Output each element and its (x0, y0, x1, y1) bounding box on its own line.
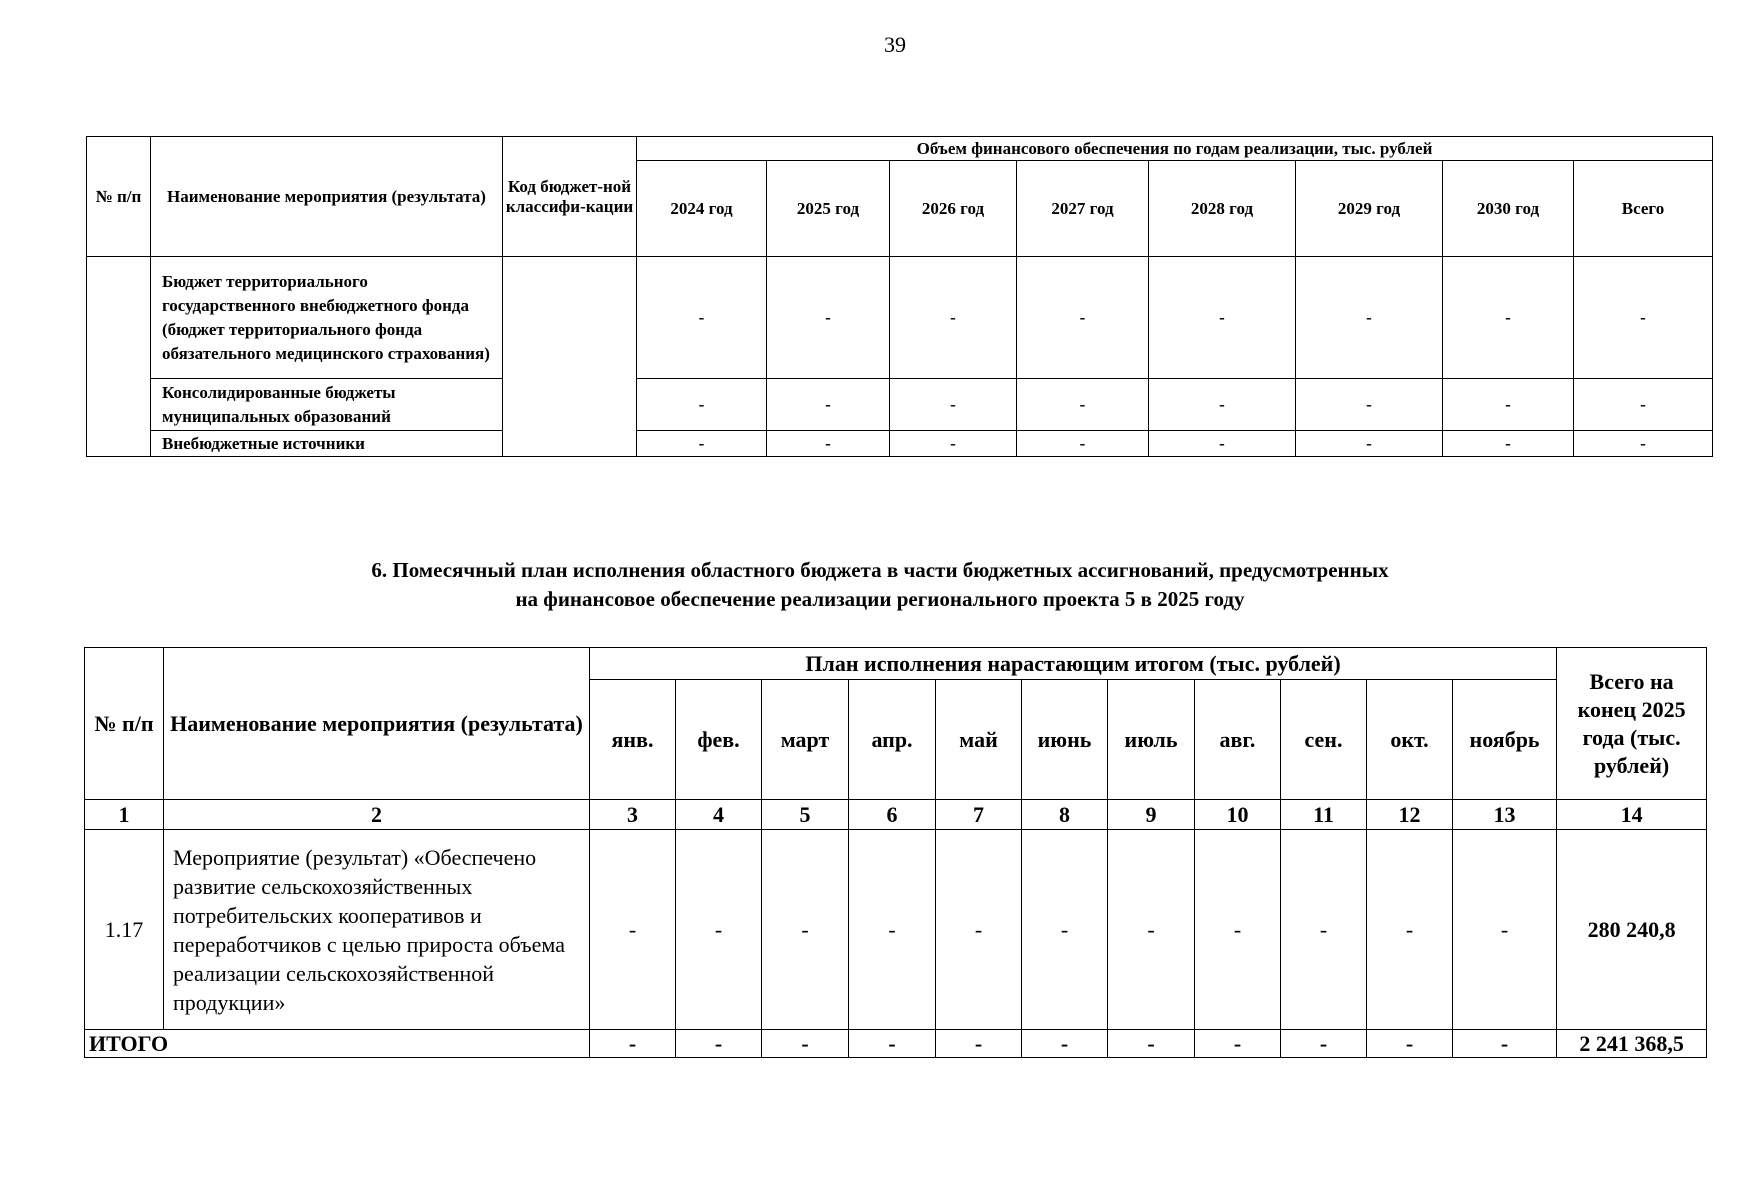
header-year-2030: 2030 год (1443, 161, 1574, 257)
cell-value: - (1453, 1030, 1557, 1058)
cell-value: - (890, 257, 1017, 379)
cell-value: - (1574, 257, 1713, 379)
row-name: Консолидированные бюджеты муниципальных образований (151, 379, 503, 431)
monthly-plan-table (84, 647, 1707, 1058)
col-number: 2 (164, 800, 590, 830)
cell-value: - (1195, 1030, 1281, 1058)
itogo-row (85, 1030, 1707, 1058)
cell-value: - (762, 1030, 849, 1058)
cell-value: - (1017, 431, 1149, 457)
cell-value: - (1108, 1030, 1195, 1058)
header-volume: Объем финансового обеспечения по годам реализации, тыс. рублей (637, 137, 1713, 161)
header-year-2024: 2024 год (637, 161, 767, 257)
section-title-line2: на финансовое обеспечение реализации регионального проекта 5 в 2025 году (515, 587, 1245, 611)
header-year-2026: 2026 год (890, 161, 1017, 257)
cell-value: - (762, 830, 849, 1030)
cell-value: - (590, 1030, 676, 1058)
col-number: 14 (1557, 800, 1707, 830)
cell-value: - (1022, 830, 1108, 1030)
col-number: 10 (1195, 800, 1281, 830)
cell-value: - (1296, 431, 1443, 457)
table-row (87, 257, 1713, 379)
cell-value: - (1443, 431, 1574, 457)
cell-value: - (676, 1030, 762, 1058)
row-name: Мероприятие (результат) «Обеспечено развитие сельскохозяйственных потребительских кооперативов и переработчиков с целью прироста объема реализации сельскохозяйственной продукции» (164, 830, 590, 1030)
col-number: 9 (1108, 800, 1195, 830)
cell-value: - (767, 379, 890, 431)
cell-value: - (637, 431, 767, 457)
header-year-2027: 2027 год (1017, 161, 1149, 257)
financing-volume-table (86, 136, 1713, 457)
table-row (85, 830, 1707, 1030)
header-year-2025: 2025 год (767, 161, 890, 257)
cell-value: - (1443, 379, 1574, 431)
cell-value: - (1296, 379, 1443, 431)
cell-value: - (936, 830, 1022, 1030)
cell-value: - (676, 830, 762, 1030)
cell-value: - (637, 379, 767, 431)
header-month-may: май (936, 680, 1022, 800)
cell-value: - (849, 1030, 936, 1058)
cell-value: - (1149, 431, 1296, 457)
col-number: 13 (1453, 800, 1557, 830)
header-total: Всего на конец 2025 года (тыс. рублей) (1557, 648, 1707, 800)
col-number: 6 (849, 800, 936, 830)
header-num: № п/п (85, 648, 164, 800)
table-row (87, 431, 1713, 457)
cell-value: - (849, 830, 936, 1030)
row-num: 1.17 (85, 830, 164, 1030)
header-num: № п/п (87, 137, 151, 257)
col-number: 5 (762, 800, 849, 830)
cell-value: - (590, 830, 676, 1030)
col-number: 7 (936, 800, 1022, 830)
itogo-total: 2 241 368,5 (1557, 1030, 1707, 1058)
header-total: Всего (1574, 161, 1713, 257)
header-month-jun: июнь (1022, 680, 1108, 800)
header-year-2029: 2029 год (1296, 161, 1443, 257)
section-title-line1: 6. Помесячный план исполнения областного бюджета в части бюджетных ассигнований, предусмотренных (371, 558, 1389, 582)
cell-value: - (1574, 431, 1713, 457)
row-name: Внебюджетные источники (151, 431, 503, 457)
row-name: Бюджет территориального государственного внебюджетного фонда (бюджет территориального фонда обязательного медицинского страхования) (151, 257, 503, 379)
cell-value: - (1367, 1030, 1453, 1058)
cell-value: - (1108, 830, 1195, 1030)
header-month-aug: авг. (1195, 680, 1281, 800)
header-month-jan: янв. (590, 680, 676, 800)
header-month-jul: июль (1108, 680, 1195, 800)
column-numbers-row (85, 800, 1707, 830)
cell-value: - (1017, 257, 1149, 379)
cell-value: - (767, 431, 890, 457)
cell-num-empty (87, 257, 151, 457)
cell-value: - (1281, 1030, 1367, 1058)
header-name: Наименование мероприятия (результата) (151, 137, 503, 257)
row-total: 280 240,8 (1557, 830, 1707, 1030)
table-row (87, 379, 1713, 431)
header-month-nov: ноябрь (1453, 680, 1557, 800)
header-month-apr: апр. (849, 680, 936, 800)
cell-value: - (767, 257, 890, 379)
col-number: 12 (1367, 800, 1453, 830)
cell-value: - (1443, 257, 1574, 379)
col-number: 11 (1281, 800, 1367, 830)
header-year-2028: 2028 год (1149, 161, 1296, 257)
col-number: 4 (676, 800, 762, 830)
header-code: Код бюджет-ной классифи-кации (503, 137, 637, 257)
cell-value: - (1453, 830, 1557, 1030)
header-name: Наименование мероприятия (результата) (164, 648, 590, 800)
cell-value: - (1574, 379, 1713, 431)
cell-value: - (1195, 830, 1281, 1030)
cell-value: - (637, 257, 767, 379)
col-number: 8 (1022, 800, 1108, 830)
header-month-feb: фев. (676, 680, 762, 800)
cell-value: - (1017, 379, 1149, 431)
cell-value: - (936, 1030, 1022, 1058)
cell-value: - (1296, 257, 1443, 379)
col-number: 3 (590, 800, 676, 830)
cell-value: - (890, 379, 1017, 431)
cell-value: - (1149, 379, 1296, 431)
header-month-oct: окт. (1367, 680, 1453, 800)
cell-value: - (1149, 257, 1296, 379)
cell-value: - (1281, 830, 1367, 1030)
header-month-sep: сен. (1281, 680, 1367, 800)
itogo-label: ИТОГО (85, 1030, 590, 1058)
cell-value: - (890, 431, 1017, 457)
cell-value: - (1367, 830, 1453, 1030)
col-number: 1 (85, 800, 164, 830)
cell-code-empty (503, 257, 637, 457)
section-title (0, 556, 1760, 614)
cell-value: - (1022, 1030, 1108, 1058)
header-month-mar: март (762, 680, 849, 800)
header-plan: План исполнения нарастающим итогом (тыс. рублей) (590, 648, 1557, 680)
page-number: 39 (884, 32, 906, 57)
